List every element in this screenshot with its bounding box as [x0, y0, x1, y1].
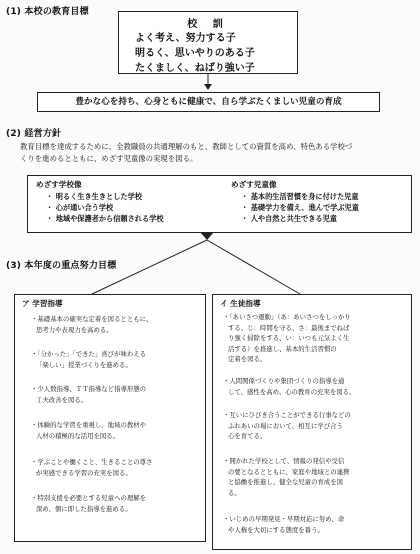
item-line: の要となるとともに、家庭や地域との連携	[228, 467, 350, 476]
child-vision-item: ・ 基礎学力を備え、進んで学ぶ児童	[241, 203, 359, 212]
policy-line: くりを進めるとともに、めざす児童像の実現を図る。	[20, 154, 198, 163]
student-item	[223, 410, 407, 442]
learning-item	[31, 384, 201, 405]
item-line: ・開かれた学校として、情報の発信や受信	[223, 457, 345, 465]
school-vision-item: ・ 心が通い合う学校	[46, 203, 114, 212]
learning-item	[31, 420, 201, 441]
learning-guidance-box	[14, 294, 206, 542]
section1-title: (1) 本校の教育目標	[6, 7, 89, 17]
item-line: と協働を推進し、健全な児童の育成を図	[228, 478, 344, 486]
item-line: 思考力や表現力を高める。	[36, 325, 113, 334]
learning-guidance-title: ア 学習指導	[22, 299, 63, 308]
student-item	[223, 514, 407, 535]
vision-box	[27, 175, 412, 233]
item-line: り強く掃除をする、い：いつも元気よく生	[228, 334, 350, 342]
item-line: ふれあいの場において、相互に学び合う	[228, 421, 343, 430]
education-goal-box	[37, 92, 380, 112]
item-line: して、感性を高め、心の教育の充実を図る。	[228, 387, 356, 396]
child-vision-item: ・ 基本的生活習慣を身に付けた児童	[241, 192, 359, 201]
item-line: ・いじめの早期発見・早期対応に努め、命	[223, 515, 345, 523]
motto-box	[118, 11, 298, 74]
motto-arrow-head	[204, 84, 212, 90]
motto-title: 校 訓	[187, 19, 229, 30]
policy-line: 教育目標を達成するために、全教職員の共通理解のもと、教師としての資質を高め、特色ある学校づ	[20, 142, 353, 151]
motto-line: 明るく、思いやりのある子	[135, 48, 255, 59]
item-line: や人権を大切にする態度を養う。	[228, 525, 324, 534]
section2-title: (2) 経営方針	[6, 129, 62, 139]
item-line: ・人間関係づくりや集団づくりの指導を通	[223, 377, 345, 385]
item-line: 心を育てる。	[228, 432, 267, 440]
motto-line: たくましく、ねばり強い子	[135, 63, 255, 74]
child-vision-item: ・ 人や自然と共生できる児童	[241, 214, 337, 223]
item-line: ・基礎基本の確実な定着を図るとともに、	[31, 315, 153, 323]
item-line: が実感できる学習の充実を図る。	[36, 468, 132, 477]
policy-arrow-head	[200, 232, 214, 240]
item-line: ・少人数指導、ＴＴ指導など指導形態の	[31, 385, 147, 393]
item-line: 「楽しい」授業づくりを進める。	[36, 360, 132, 369]
item-line: 定着を図る。	[228, 355, 267, 363]
item-line: 活する）を推進し、基本的生活習慣の	[228, 344, 337, 353]
item-line: ・体験的な学習を重視し、地域の教材や	[31, 421, 147, 429]
item-line: 深め、個に即した指導を進める。	[36, 504, 132, 513]
school-vision	[36, 179, 164, 224]
item-line: ・学ぶことや働くこと、生きることの尊さ	[31, 458, 153, 466]
school-vision-item: ・ 地域や保護者から信頼される学校	[46, 214, 164, 223]
item-line: ・「あいさつ運動」（あ：あいさつをしっかり	[223, 313, 351, 321]
policy-paragraph	[20, 141, 414, 165]
item-line: 工夫改善を図る。	[36, 395, 88, 404]
item-line: る。	[228, 488, 241, 497]
item-line: 人材の積極的な活用を図る。	[36, 431, 120, 440]
student-guidance-title: イ 生徒指導	[220, 299, 261, 308]
education-goal: 豊かな心を持ち、心身ともに健康で、自ら学ぶたくましい児童の育成	[75, 97, 342, 107]
student-item	[223, 456, 407, 498]
school-vision-title: めざす学校像	[36, 180, 82, 189]
section3-title: (3) 本年度の重点努力目標	[6, 261, 117, 271]
learning-item	[31, 349, 201, 370]
student-item	[223, 376, 407, 397]
learning-item	[31, 493, 201, 514]
student-item	[223, 312, 407, 365]
item-line: ・互いにひびき合うことができる行事などの	[223, 411, 351, 419]
learning-item	[31, 457, 201, 478]
motto-line: よく考え、努力する子	[135, 33, 236, 44]
student-guidance-box	[212, 294, 412, 550]
child-vision-title: めざす児童像	[231, 180, 277, 189]
learning-item	[31, 314, 201, 335]
child-vision	[231, 179, 359, 224]
item-line: する、じ：時間を守る、さ：最後までねば	[228, 323, 350, 332]
item-line: ・特別支援を必要とする児童への理解を	[31, 494, 147, 502]
item-line: ・「分かった」「できた」喜びが味わえる	[31, 350, 147, 358]
branch-line-right	[207, 240, 300, 294]
school-vision-item: ・ 明るく生き生きとした学校	[46, 192, 142, 201]
